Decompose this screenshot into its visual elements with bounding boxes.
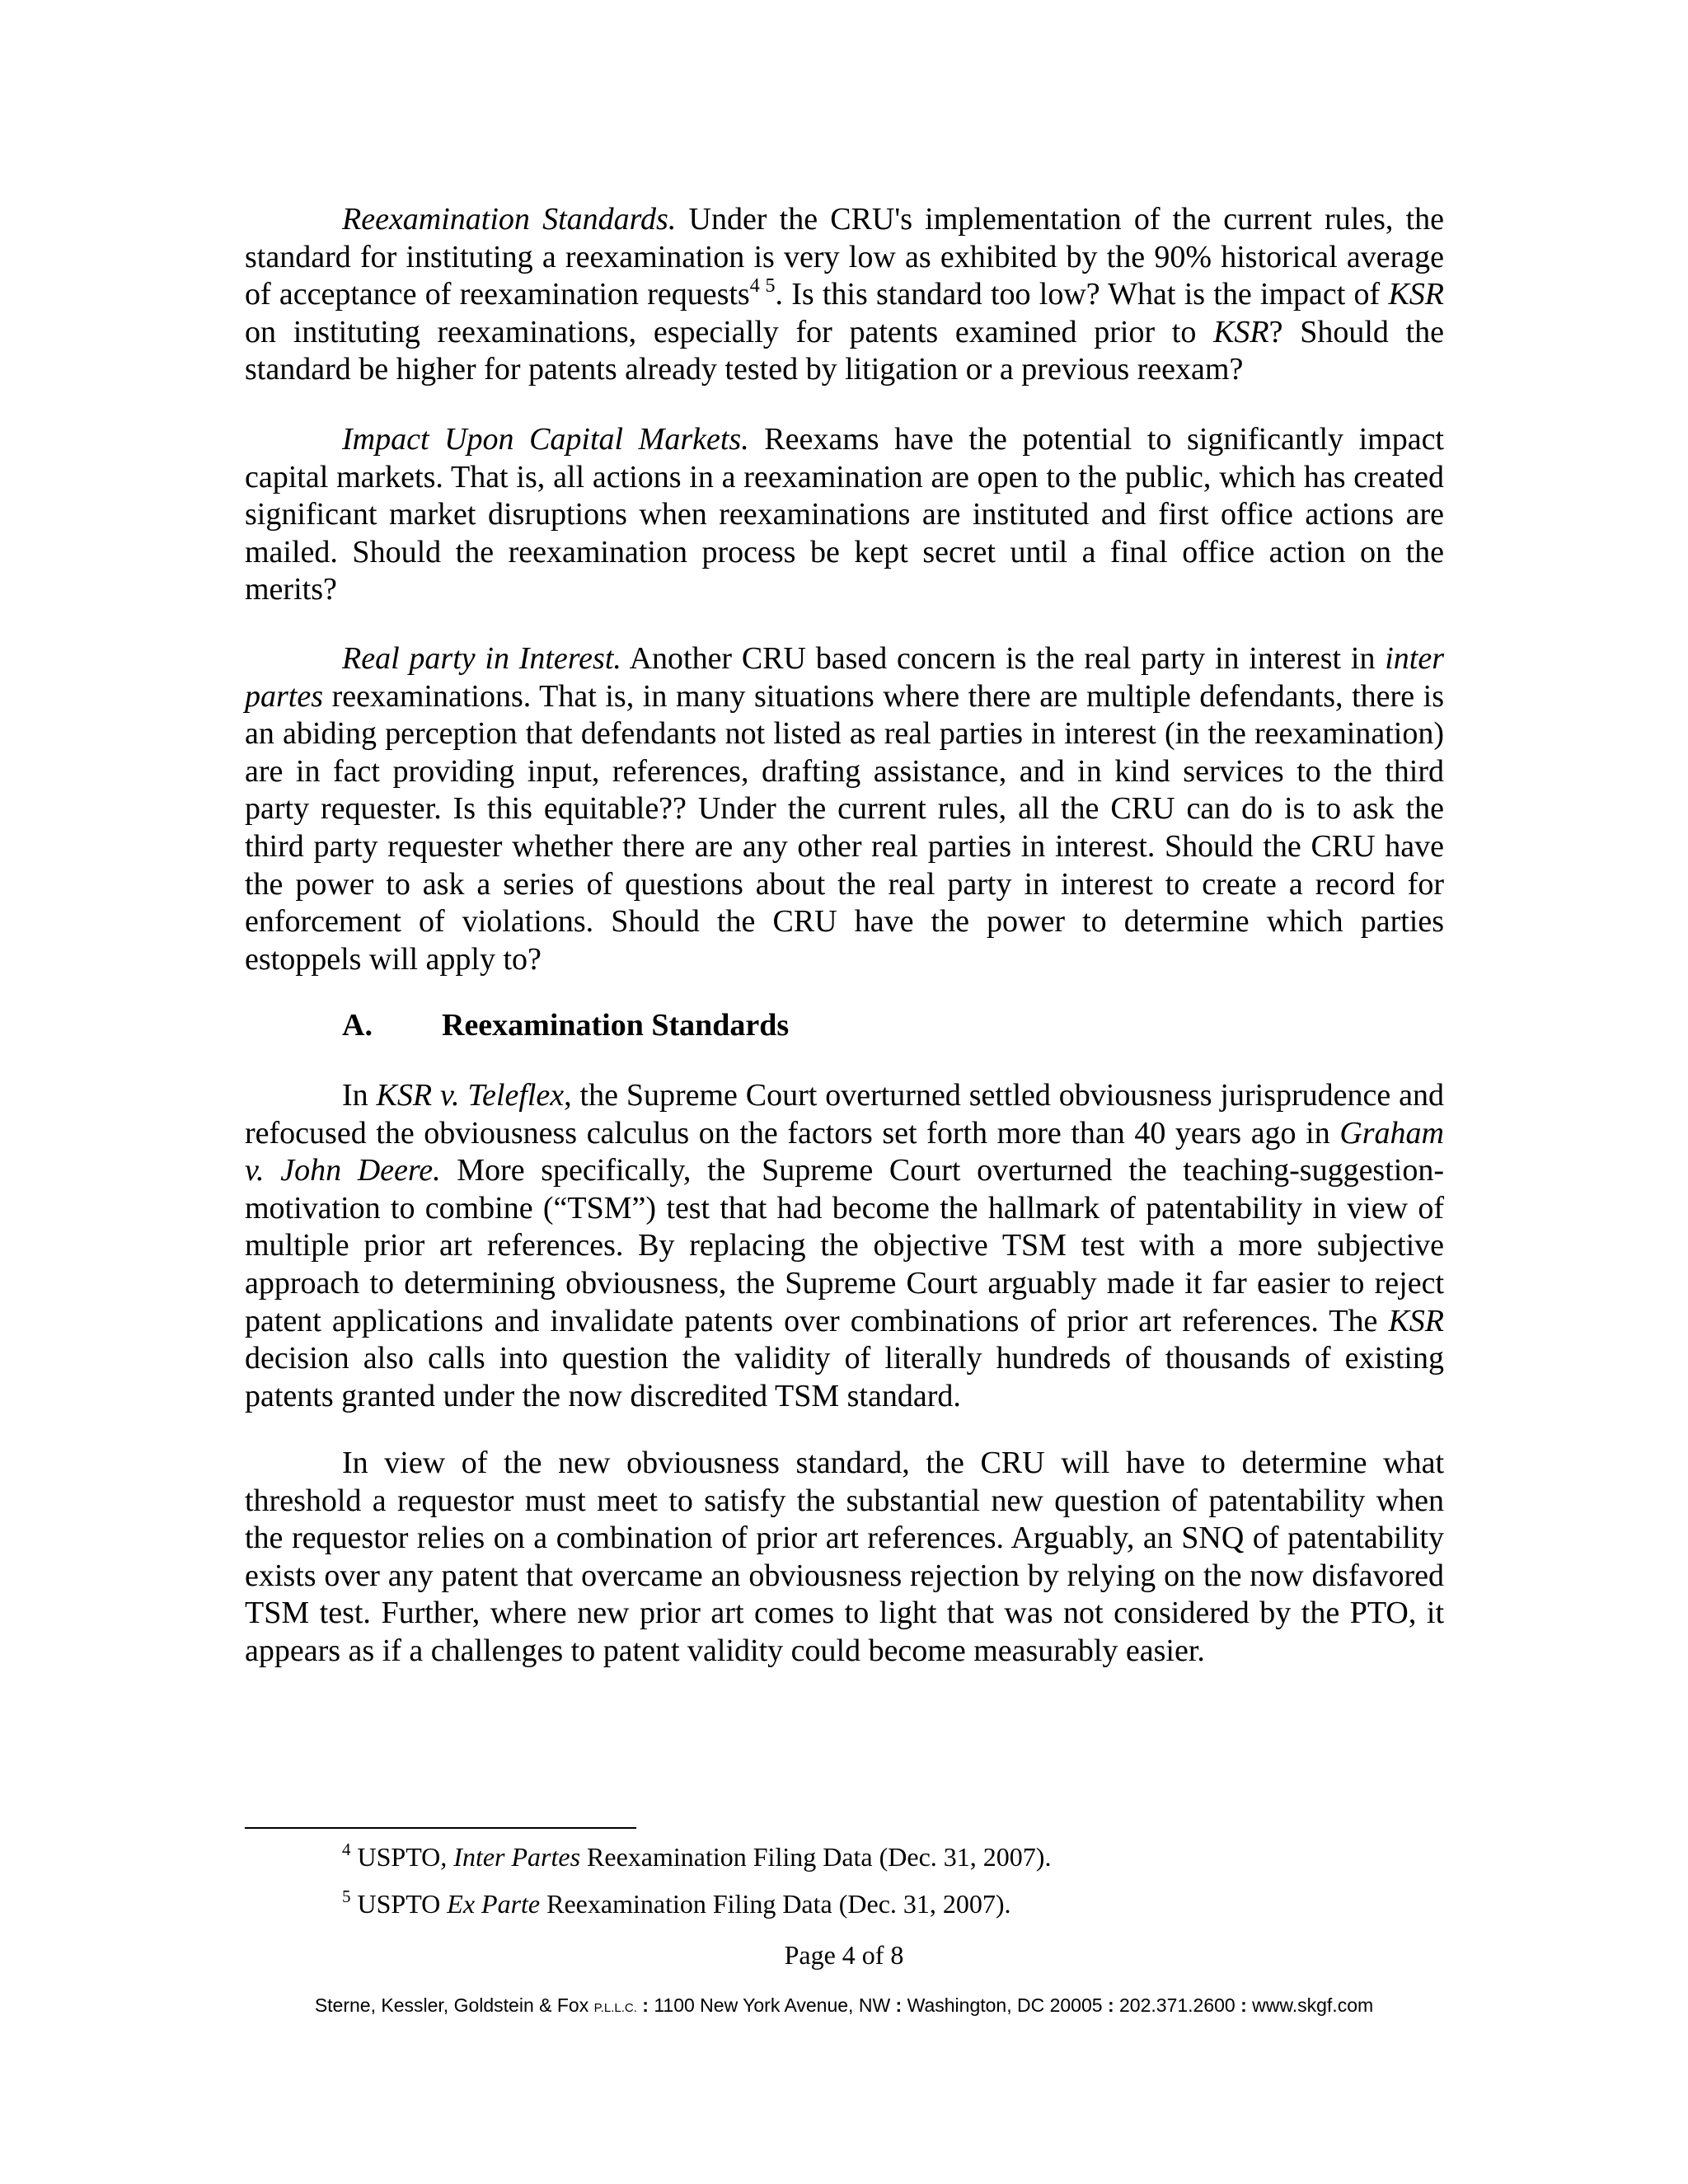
- firm-phone: 202.371.2600: [1119, 1994, 1236, 2016]
- firm-city: Washington, DC 20005: [907, 1994, 1103, 2016]
- firm-footer: Sterne, Kessler, Goldstein & Fox P.L.L.C. : 1100 New York Avenue, NW : Washington, DC 20005 : 202.371.2600 : www.skgf.com: [314, 1994, 1374, 2016]
- footnote-number: 4: [342, 1840, 351, 1859]
- firm-website-link[interactable]: www.skgf.com: [1252, 1994, 1374, 2016]
- paragraph-title: Impact Upon Capital Markets.: [342, 422, 749, 457]
- footnote-ref-4[interactable]: 4: [749, 275, 760, 298]
- paragraph-title: Reexamination Standards.: [342, 202, 677, 237]
- section-number: A.: [342, 1008, 373, 1043]
- section-title: Reexamination Standards: [442, 1008, 790, 1043]
- paragraph-snq: In view of the new obviousness standard, the CRU will have to determine what threshold a requestor must meet to satisfy the substantial new question of patentability when the requestor relies on a combination of prior art references. Arguably, an SNQ of patentability exists over any patent that overcame an obviousness rejection by relying on the now disfavored TSM test. Further, where new prior art comes to light that was not considered by the PTO, it appears as if a challenges to patent validity could become measurably easier.: [245, 1446, 1444, 1668]
- paragraph-real-party: Real party in Interest. Another CRU based concern is the real party in interest in inter partes reexaminations. That is, in many situations where there are multiple defendants, there is an abiding perception that defendants not listed as real parties in interest (in the reexamination) are in fact providing input, references, drafting assistance, and in kind services to the third party requester. Is this equitable?? Under the current rules, all the CRU can do is to ask the third party requester whether there are any other real parties in interest. Should the CRU have the power to ask a series of questions about the real party in interest to create a record for enforcement of violations. Should the CRU have the power to determine which parties estoppels will apply to?: [245, 641, 1444, 977]
- firm-name: Sterne, Kessler, Goldstein & Fox: [314, 1994, 594, 2016]
- firm-address: 1100 New York Avenue, NW: [654, 1994, 891, 2016]
- case-citation: KSR v. Teleflex: [376, 1078, 565, 1113]
- footnote-4: $^4$ USPTO, Inter Partes Reexamination Filing Data (Dec. 31, 2007).: [342, 1840, 1052, 1872]
- page-number: Page 4 of 8: [784, 1940, 904, 1970]
- paragraph-capital-markets: Impact Upon Capital Markets. Reexams have the potential to significantly impact capital markets. That is, all actions in a reexamination are open to the public, which has created significant market disruptions when reexaminations are instituted and first office actions are mailed. Should the reexamination process be kept secret until a final office action on the merits?: [245, 422, 1444, 607]
- paragraph-ksr: In KSR v. Teleflex, the Supreme Court overturned settled obviousness jurisprudence and refocused the obviousness calculus on the factors set forth more than 40 years ago in Graham v. John Deere. More specifically, the Supreme Court overturned the teaching-suggestion-motivation to combine (“TSM”) test that had become the hallmark of patentability in view of multiple prior art references. By replacing the objective TSM test with a more subjective approach to determining obviousness, the Supreme Court arguably made it far easier to reject patent applications and invalidate patents over combinations of prior art references. The KSR decision also calls into question the validity of literally hundreds of thousands of existing patents granted under the now discredited TSM standard.: [245, 1078, 1444, 1413]
- paragraph-title: Real party in Interest.: [342, 641, 621, 676]
- paragraph-reexamination-standards: Reexamination Standards. Under the CRU's implementation of the current rules, the standard for instituting a reexamination is very low as exhibited by the 90% historical average of acceptance of reexamination requests$^4$ $^5$. Is this standard too low? What is the impact of KSR on instituting reexaminations, especially for patents examined prior to KSR? Should the standard be higher for patents already tested by litigation or a previous reexam?: [245, 202, 1445, 387]
- footnote-number: 5: [342, 1886, 351, 1906]
- footnote-5: $^5$ USPTO Ex Parte Reexamination Filing Data (Dec. 31, 2007).: [342, 1886, 1011, 1919]
- case-citation: Graham v. John Deere.: [245, 1115, 1444, 1188]
- footnote-ref-5[interactable]: 5: [765, 275, 776, 298]
- footnote-separator: [245, 1827, 636, 1829]
- section-heading: [342, 1007, 789, 1045]
